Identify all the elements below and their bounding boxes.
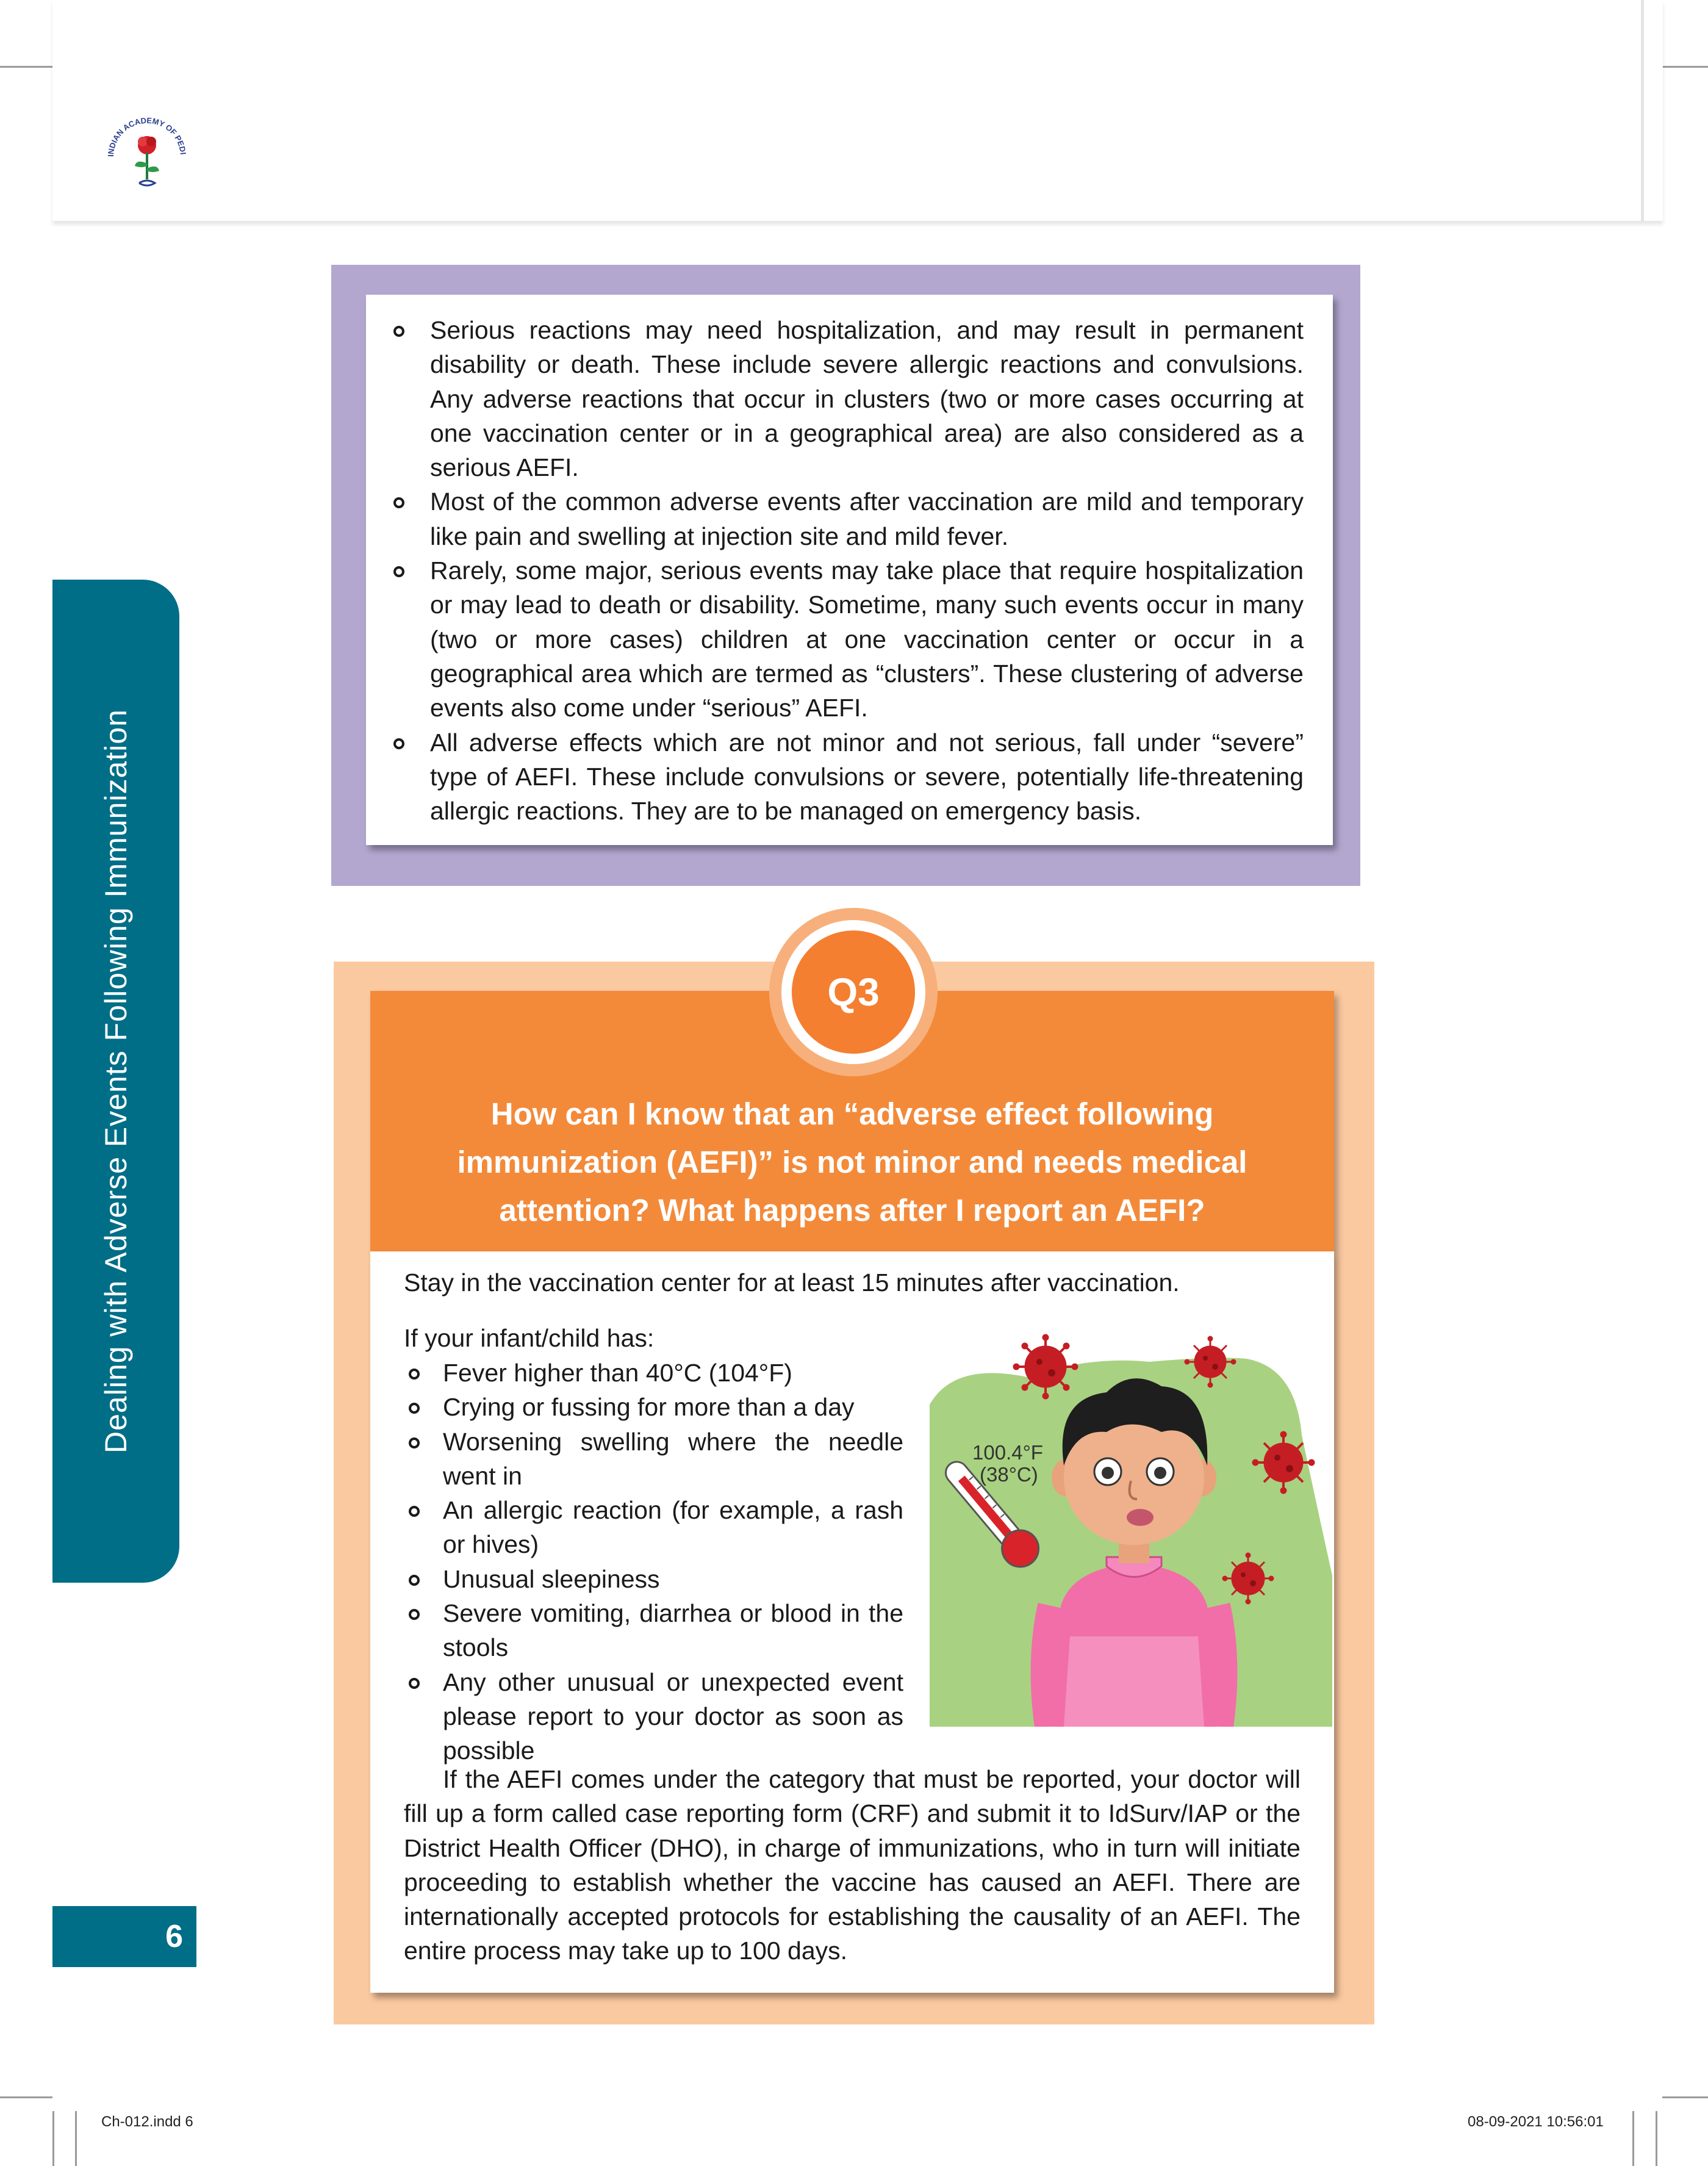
- footer-file: Ch-012.indd 6: [101, 2114, 193, 2130]
- reporting-paragraph: If the AEFI comes under the category that must be reported, your doctor will fill up a form called case reporting form (CRF) and submit it to IdSurv/IAP or the District Health Officer (DHO), in charge of immunizations, who in turn will initiate proceeding to establish whether the vaccine has caused an AEFI. There are internationally accepted protocols for establishing the causality of an AEFI. The entire process may take up to 100 days.: [404, 1765, 1301, 1965]
- chapter-title: Dealing with Adverse Events Following Immunization: [99, 709, 133, 1453]
- page-header: [52, 0, 1663, 221]
- answer-lead: If your infant/child has:: [404, 1324, 655, 1352]
- list-item: Serious reactions may need hospitalization, and may result in permanent disability or death. These include severe allergic reactions and convulsions. Any adverse reactions that occur in clusters (two or more cases occurring at one vaccination center or in a geographical area) are also considered as a serious AEFI.: [430, 313, 1304, 484]
- temperature-c: (38°C): [980, 1463, 1038, 1486]
- question-title: How can I know that an “adverse effect following immunization (AEFI)” is not minor and needs medical attention? What happens after I report an AEFI?: [457, 1096, 1247, 1228]
- severity-card: [366, 295, 1333, 845]
- warning-signs-list: [443, 1356, 903, 1768]
- iap-logo: [101, 105, 193, 209]
- answer-intro: Stay in the vaccination center for at least 15 minutes after vaccination.: [404, 1268, 1180, 1297]
- virus-icon: [1013, 1334, 1078, 1399]
- list-item: Any other unusual or unexpected event please report to your doctor as soon as possible: [443, 1665, 903, 1768]
- list-item: Most of the common adverse events after vaccination are mild and temporary like pain and swelling at injection site and mild fever.: [430, 484, 1304, 553]
- temperature-f: 100.4°F: [972, 1441, 1043, 1464]
- header-rule: [1641, 0, 1644, 221]
- list-item: An allergic reaction (for example, a rash or hives): [443, 1493, 903, 1562]
- logo-text: INDIAN ACADEMY OF PEDI: [106, 115, 188, 157]
- severity-list: [430, 313, 1304, 828]
- footer-timestamp: 08-09-2021 10:56:01: [1468, 2114, 1604, 2130]
- list-item: Severe vomiting, diarrhea or blood in the stools: [443, 1596, 903, 1665]
- list-item: Worsening swelling where the needle went in: [443, 1425, 903, 1494]
- list-item: Fever higher than 40°C (104°F): [443, 1356, 903, 1390]
- page-number: 6: [52, 1906, 196, 1967]
- list-item: Unusual sleepiness: [443, 1562, 903, 1596]
- chapter-side-tab: [52, 580, 179, 1583]
- list-item: Rarely, some major, serious events may take place that require hospitalization or may lead to death or disability. Sometime, many such events occur in many (two or more cases) children at one vaccination center or occur in a geographical area which are termed as “clusters”. These clustering of adverse events also come under “serious” AEFI.: [430, 553, 1304, 725]
- question-badge: Q3: [792, 930, 915, 1054]
- sick-child-illustration: [930, 1319, 1332, 1727]
- list-item: Crying or fussing for more than a day: [443, 1390, 903, 1424]
- list-item: All adverse effects which are not minor and not serious, fall under “severe” type of AEFI. These include convulsions or severe, potentially life-threatening allergic reactions. They are to be managed on emergency basis.: [430, 725, 1304, 829]
